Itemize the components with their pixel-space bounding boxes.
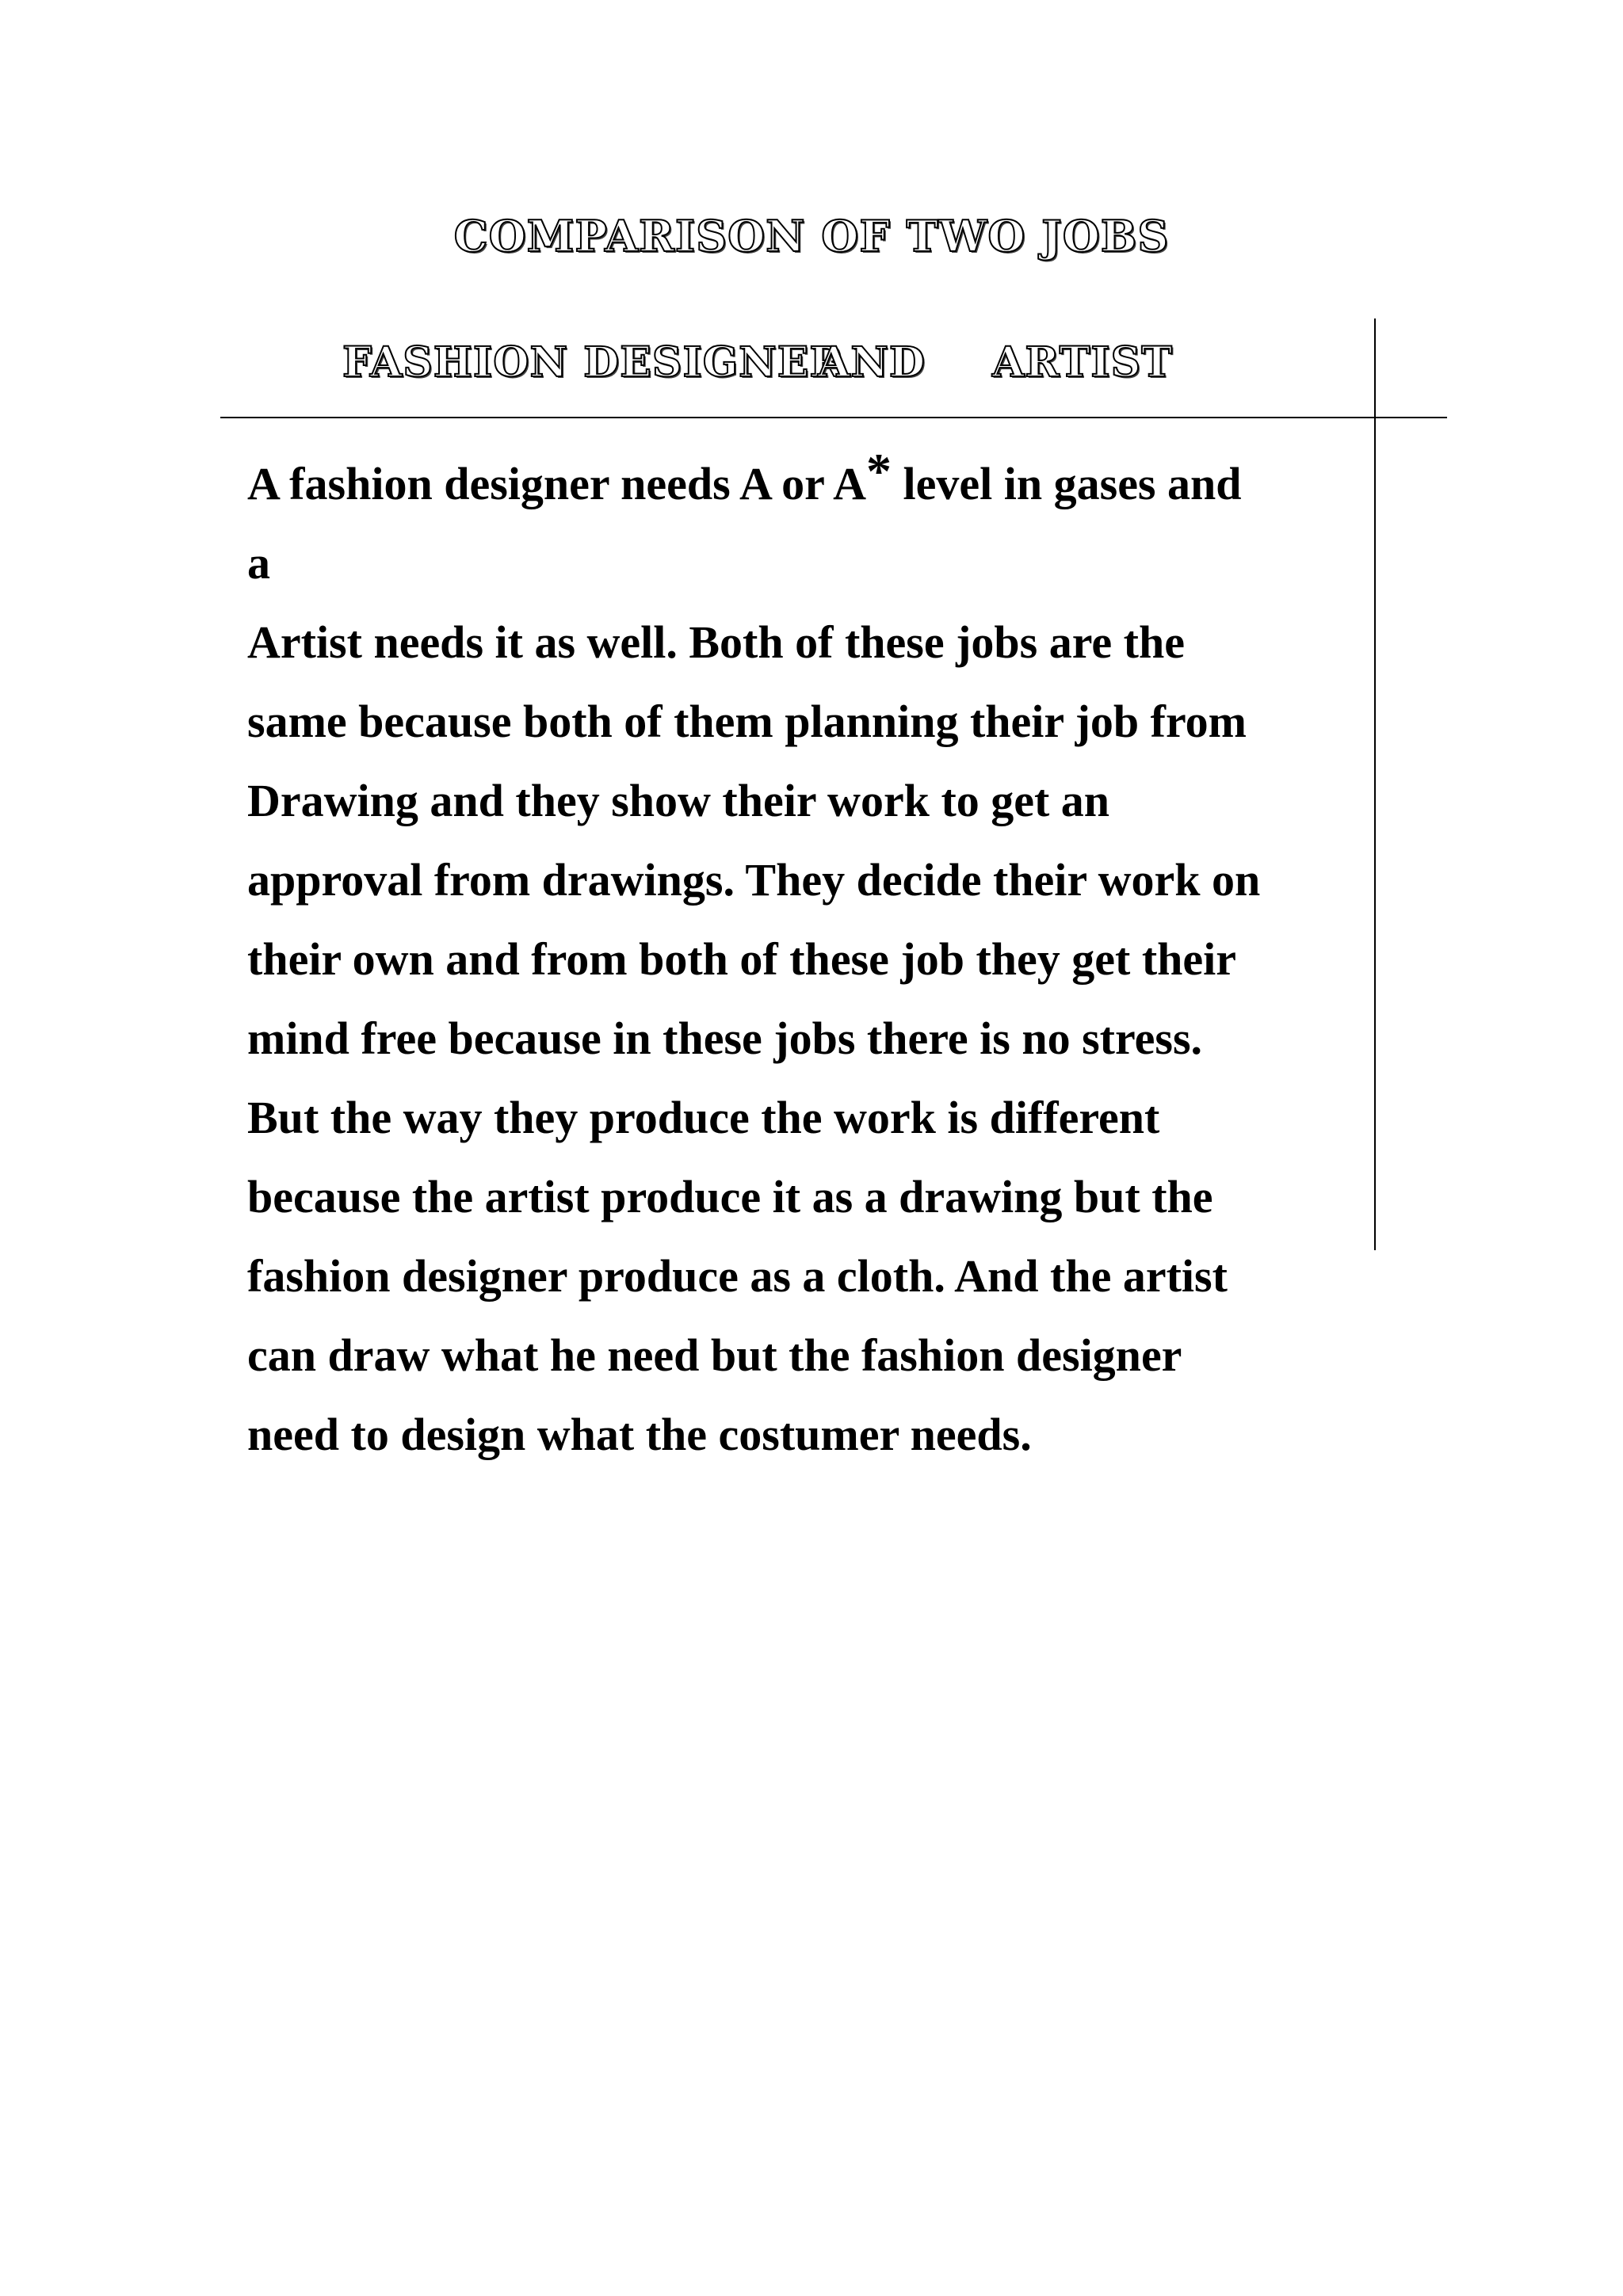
paragraph-line: because the artist produce it as a drawing but the (247, 1171, 1213, 1222)
paragraph-line: need to design what the costumer needs. (247, 1409, 1032, 1460)
paragraph-line: approval from drawings. They decide their work on (247, 854, 1261, 906)
horizontal-rule (220, 417, 1447, 418)
subtitle-artist: ARTIST (992, 338, 1173, 387)
paragraph-line: Drawing and they show their work to get an (247, 775, 1110, 826)
asterisk-superscript: * (866, 443, 892, 499)
paragraph-line: But the way they produce the work is different (247, 1092, 1160, 1143)
paragraph-line-1-end: level in gases and (892, 458, 1242, 509)
paragraph-line: mind free because in these jobs there is no stress. (247, 1013, 1203, 1064)
subtitle-fashion-designer: FASHION DESIGNER (342, 338, 845, 387)
paragraph-line: Artist needs it as well. Both of these jobs are the (247, 616, 1185, 668)
paragraph-line: can draw what he need but the fashion designer (247, 1329, 1182, 1381)
paragraph-line: their own and from both of these job they get their (247, 933, 1236, 985)
page-title: COMPARISON OF TWO JOBS (453, 211, 1170, 261)
paragraph-line: fashion designer produce as a cloth. And the artist (247, 1250, 1228, 1302)
comparison-paragraph (247, 444, 1396, 1474)
paragraph-line-1-start: A fashion designer needs A or A (247, 458, 867, 509)
paragraph-line: same because both of them planning their job from (247, 696, 1247, 747)
subtitle-and: AND (818, 338, 926, 387)
paragraph-line: a (247, 537, 270, 589)
paragraph-line-1 (247, 444, 1396, 524)
